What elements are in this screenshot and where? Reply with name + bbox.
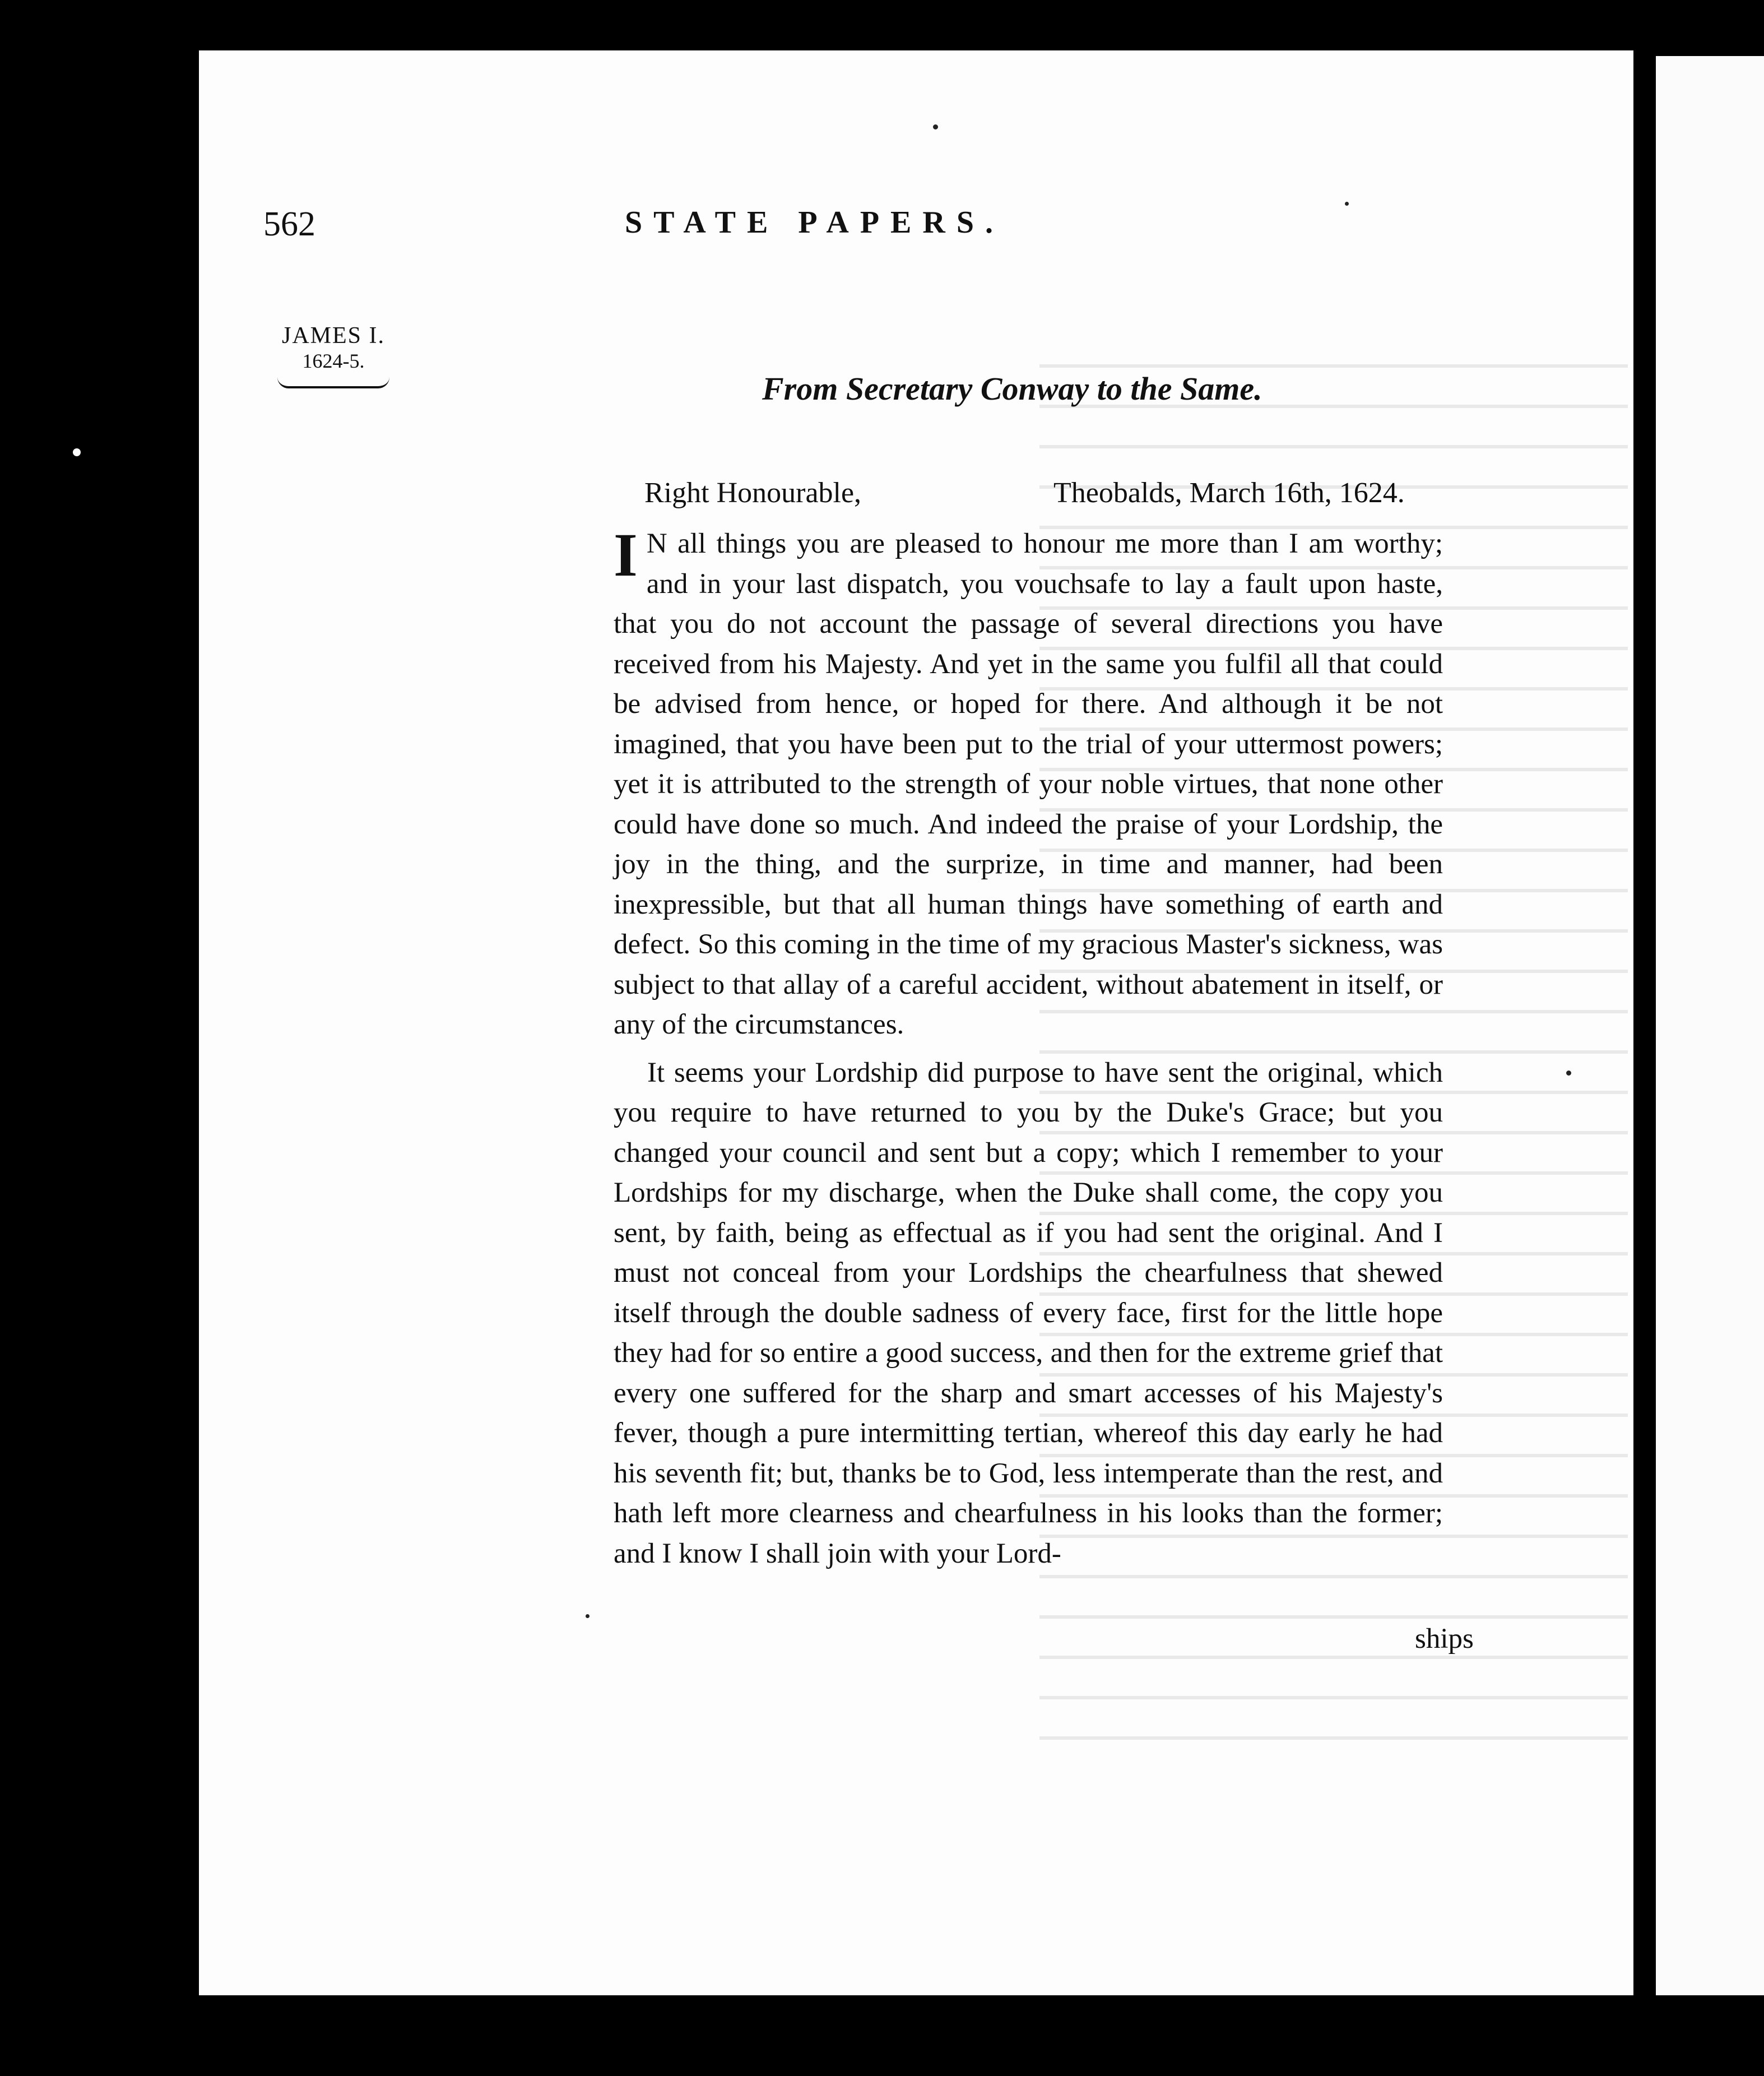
margin-note-king: JAMES I. bbox=[281, 323, 386, 349]
facing-page-edge bbox=[1656, 56, 1764, 1995]
drop-cap: I bbox=[614, 521, 638, 589]
margin-brace bbox=[277, 375, 389, 388]
paragraph-2: It seems your Lordship did purpose to have sent the original, which you require to have returned to you by the Duke's Grace; but you changed your council and sent but a copy; which I remember to your Lordships for my discharge, when the Duke shall come, the copy you sent, by faith, being as effectual as if you had sent the original. And I must not conceal from your Lordships the chearfulness that shewed itself through the double sadness of every face, first for the little hope they had for so entire a good success, and then for the extreme grief that every one suffered for the sharp and smart accesses of his Majesty's fever, though a pure intermitting tertian, whereof this day early he had his seventh fit; but, thanks be to God, less intemperate than the rest, and hath left more clearness and chearfulness in his looks than the former; and I know I shall join with your Lord- bbox=[614, 1056, 1443, 1569]
salutation: Right Honourable, bbox=[644, 477, 862, 509]
running-title: STATE PAPERS. bbox=[625, 205, 1004, 240]
page-header bbox=[263, 205, 1244, 272]
margin-note bbox=[269, 322, 398, 388]
paragraph-1-text: N all things you are pleased to honour me more than I am worthy; and in your last dispatch, you vouchsafe to lay a fault upon haste, that you do not account the passage of several directions you have received from his Majesty. And yet in the same you fulfil all that could be advised from hence, or hoped for there. And although it be not imagined, that you have been put to the trial of your uttermost powers; yet it is attributed to the strength of your noble virtues, that none other could have done so much. And indeed the praise of your Lordship, the joy in the thing, and the surprize, in time and manner, had been inexpressible, but that all human things have something of earth and defect. So this coming in the time of my gracious Master's sickness, was subject to that allay of a careful accident, without abatement in itself, or any of the circumstances. bbox=[614, 528, 1443, 1040]
ink-speck bbox=[586, 1614, 589, 1618]
ink-speck bbox=[73, 448, 81, 456]
dateline: Theobalds, March 16th, 1624. bbox=[1053, 477, 1405, 509]
ink-speck bbox=[1345, 202, 1349, 206]
ink-speck bbox=[933, 124, 938, 129]
paragraph-1 bbox=[614, 521, 1443, 1045]
catchword: ships bbox=[1415, 1623, 1474, 1655]
letter-body bbox=[614, 521, 1443, 1574]
letter-heading: From Secretary Conway to the Same. bbox=[762, 370, 1262, 407]
margin-note-years: 1624-5. bbox=[302, 350, 365, 372]
page-number: 562 bbox=[263, 205, 315, 243]
ink-speck bbox=[1566, 1071, 1571, 1076]
